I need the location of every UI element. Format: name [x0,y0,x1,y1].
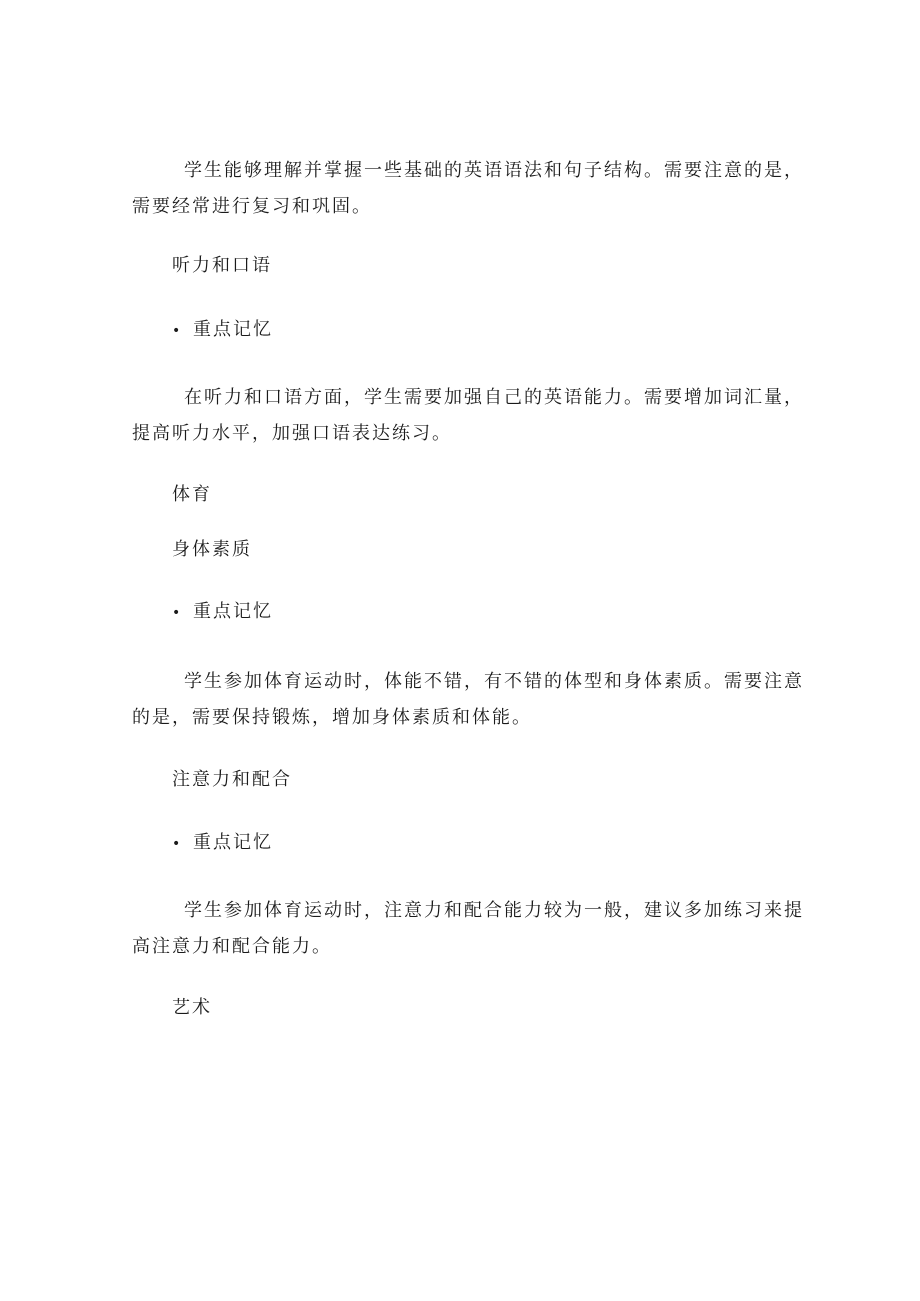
paragraph-fitness: 学生参加体育运动时，体能不错，有不错的体型和身体素质。需要注意的是，需要保持锻炼，增加身体素质和体能。 [132,671,804,728]
bullet-dot-icon: • [172,605,183,621]
paragraph-listening: 在听力和口语方面，学生需要加强自己的英语能力。需要增加词汇量，提高听力水平，加强口语表达练习。 [132,387,804,444]
heading-attention-coordination: 注意力和配合 [172,769,292,790]
heading-physical-fitness: 身体素质 [172,539,252,560]
heading-listening-speaking: 听力和口语 [172,255,272,276]
heading-art: 艺术 [172,997,212,1018]
bullet-item [172,318,844,343]
bullet-label: 重点记忆 [193,601,273,622]
bullet-label: 重点记忆 [193,319,273,340]
paragraph-grammar: 学生能够理解并掌握一些基础的英语语法和句子结构。需要注意的是，需要经常进行复习和巩固。 [132,160,804,217]
heading-pe: 体育 [172,484,212,505]
bullet-dot-icon: • [172,836,183,852]
bullet-dot-icon: • [172,323,183,339]
bullet-item [172,600,844,625]
bullet-item [172,831,844,856]
paragraph-attention: 学生参加体育运动时，注意力和配合能力较为一般，建议多加练习来提高注意力和配合能力。 [132,900,804,957]
bullet-label: 重点记忆 [193,832,273,853]
